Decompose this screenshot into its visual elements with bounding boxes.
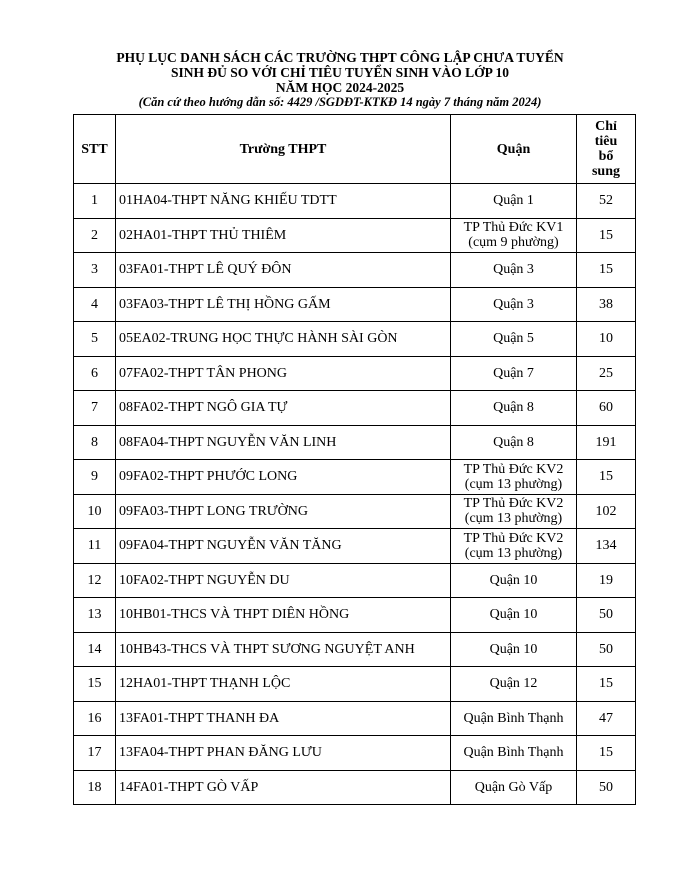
cell-quota: 60 (577, 391, 636, 426)
cell-district (451, 356, 577, 391)
cell-district (451, 632, 577, 667)
cell-school: 08FA02-THPT NGÔ GIA TỰ (116, 391, 451, 426)
cell-district (451, 598, 577, 633)
cell-quota: 102 (577, 494, 636, 529)
cell-school: 13FA04-THPT PHAN ĐĂNG LƯU (116, 736, 451, 771)
cell-district (451, 184, 577, 219)
header-quota-line: bổ (598, 149, 614, 164)
table-header-row (74, 115, 636, 184)
cell-district (451, 494, 577, 529)
header-quota-line: tiêu (594, 134, 618, 149)
table-row (74, 287, 636, 322)
table-row (74, 253, 636, 288)
cell-district (451, 563, 577, 598)
cell-school: 09FA02-THPT PHƯỚC LONG (116, 460, 451, 495)
district-line: TP Thủ Đức KV1 (463, 220, 564, 236)
header-quota-line: Chỉ (595, 119, 617, 134)
cell-school: 13FA01-THPT THANH ĐA (116, 701, 451, 736)
table-row (74, 425, 636, 460)
cell-school: 03FA03-THPT LÊ THỊ HỒNG GẤM (116, 287, 451, 322)
district-line: Quận 3 (493, 296, 534, 312)
cell-stt: 17 (74, 736, 116, 771)
district-line: Quận Gò Vấp (474, 779, 553, 795)
cell-school: 02HA01-THPT THỦ THIÊM (116, 218, 451, 253)
cell-stt: 15 (74, 667, 116, 702)
cell-quota: 50 (577, 632, 636, 667)
cell-stt: 18 (74, 770, 116, 805)
cell-school: 07FA02-THPT TÂN PHONG (116, 356, 451, 391)
district-line: (cụm 13 phường) (464, 545, 563, 561)
cell-district (451, 736, 577, 771)
district-line: Quận 8 (493, 400, 534, 416)
cell-stt: 3 (74, 253, 116, 288)
table-row (74, 356, 636, 391)
table-row (74, 770, 636, 805)
district-line: Quận 7 (493, 365, 534, 381)
cell-school: 08FA04-THPT NGUYỄN VĂN LINH (116, 425, 451, 460)
cell-school: 10HB43-THCS VÀ THPT SƯƠNG NGUYỆT ANH (116, 632, 451, 667)
cell-stt: 4 (74, 287, 116, 322)
table-row (74, 184, 636, 219)
title-line-1: PHỤ LỤC DANH SÁCH CÁC TRƯỜNG THPT CÔNG LẬP CHƯA TUYỂN (116, 50, 564, 65)
table-row (74, 701, 636, 736)
header-stt: STT (74, 115, 116, 184)
cell-quota: 38 (577, 287, 636, 322)
district-line: Quận Bình Thạnh (463, 710, 564, 726)
cell-stt: 16 (74, 701, 116, 736)
cell-stt: 14 (74, 632, 116, 667)
cell-stt: 2 (74, 218, 116, 253)
table-row (74, 494, 636, 529)
cell-stt: 7 (74, 391, 116, 426)
cell-school: 10HB01-THCS VÀ THPT DIÊN HỒNG (116, 598, 451, 633)
cell-quota: 25 (577, 356, 636, 391)
cell-quota: 10 (577, 322, 636, 357)
cell-quota: 15 (577, 253, 636, 288)
cell-stt: 13 (74, 598, 116, 633)
cell-quota: 15 (577, 218, 636, 253)
table-row (74, 736, 636, 771)
table-row (74, 563, 636, 598)
table-row (74, 667, 636, 702)
cell-stt: 10 (74, 494, 116, 529)
district-line: TP Thủ Đức KV2 (463, 530, 564, 546)
district-line: (cụm 13 phường) (464, 476, 563, 492)
cell-stt: 12 (74, 563, 116, 598)
document-subtitle: (Căn cứ theo hướng dẫn số: 4429 /SGDĐT-KTKĐ 14 ngày 7 tháng năm 2024) (138, 95, 542, 109)
cell-stt: 8 (74, 425, 116, 460)
district-line: Quận 5 (493, 331, 534, 347)
cell-district (451, 253, 577, 288)
cell-district (451, 667, 577, 702)
cell-quota: 15 (577, 736, 636, 771)
district-line: Quận 10 (489, 607, 538, 623)
cell-quota: 15 (577, 460, 636, 495)
cell-school: 09FA04-THPT NGUYỄN VĂN TĂNG (116, 529, 451, 564)
cell-quota: 52 (577, 184, 636, 219)
table-row (74, 598, 636, 633)
table-row (74, 391, 636, 426)
header-quota (577, 115, 636, 184)
schools-table (73, 114, 636, 805)
cell-district (451, 218, 577, 253)
cell-school: 05EA02-TRUNG HỌC THỰC HÀNH SÀI GÒN (116, 322, 451, 357)
cell-quota: 134 (577, 529, 636, 564)
cell-district (451, 460, 577, 495)
district-line: Quận 10 (489, 641, 538, 657)
cell-stt: 1 (74, 184, 116, 219)
cell-quota: 47 (577, 701, 636, 736)
cell-district (451, 287, 577, 322)
header-quota-line: sung (591, 164, 621, 179)
title-line-3: NĂM HỌC 2024-2025 (275, 80, 405, 95)
table-row (74, 529, 636, 564)
header-school: Trường THPT (116, 115, 451, 184)
cell-district (451, 770, 577, 805)
cell-stt: 9 (74, 460, 116, 495)
district-line: TP Thủ Đức KV2 (463, 461, 564, 477)
cell-district (451, 529, 577, 564)
district-line: (cụm 9 phường) (468, 235, 559, 251)
district-line: Quận 1 (493, 193, 534, 209)
district-line: Quận 3 (493, 262, 534, 278)
cell-district (451, 322, 577, 357)
district-line: Quận Bình Thạnh (463, 745, 564, 761)
cell-school: 14FA01-THPT GÒ VẤP (116, 770, 451, 805)
cell-stt: 6 (74, 356, 116, 391)
table-body (74, 184, 636, 805)
district-line: Quận 8 (493, 434, 534, 450)
cell-stt: 5 (74, 322, 116, 357)
cell-district (451, 391, 577, 426)
cell-quota: 191 (577, 425, 636, 460)
cell-quota: 15 (577, 667, 636, 702)
cell-school: 12HA01-THPT THẠNH LỘC (116, 667, 451, 702)
cell-district (451, 425, 577, 460)
document-header (0, 50, 680, 110)
district-line: Quận 12 (489, 676, 538, 692)
district-line: TP Thủ Đức KV2 (463, 496, 564, 512)
district-line: Quận 10 (489, 572, 538, 588)
table-row (74, 218, 636, 253)
cell-school: 09FA03-THPT LONG TRƯỜNG (116, 494, 451, 529)
cell-school: 03FA01-THPT LÊ QUÝ ĐÔN (116, 253, 451, 288)
title-line-2: SINH ĐỦ SO VỚI CHỈ TIÊU TUYỂN SINH VÀO LỚP 10 (170, 65, 510, 80)
cell-quota: 50 (577, 770, 636, 805)
cell-quota: 19 (577, 563, 636, 598)
cell-stt: 11 (74, 529, 116, 564)
table-row (74, 632, 636, 667)
cell-quota: 50 (577, 598, 636, 633)
header-district: Quận (451, 115, 577, 184)
cell-school: 10FA02-THPT NGUYỄN DU (116, 563, 451, 598)
table-row (74, 460, 636, 495)
cell-school: 01HA04-THPT NĂNG KHIẾU TDTT (116, 184, 451, 219)
table-row (74, 322, 636, 357)
cell-district (451, 701, 577, 736)
district-line: (cụm 13 phường) (464, 511, 563, 527)
